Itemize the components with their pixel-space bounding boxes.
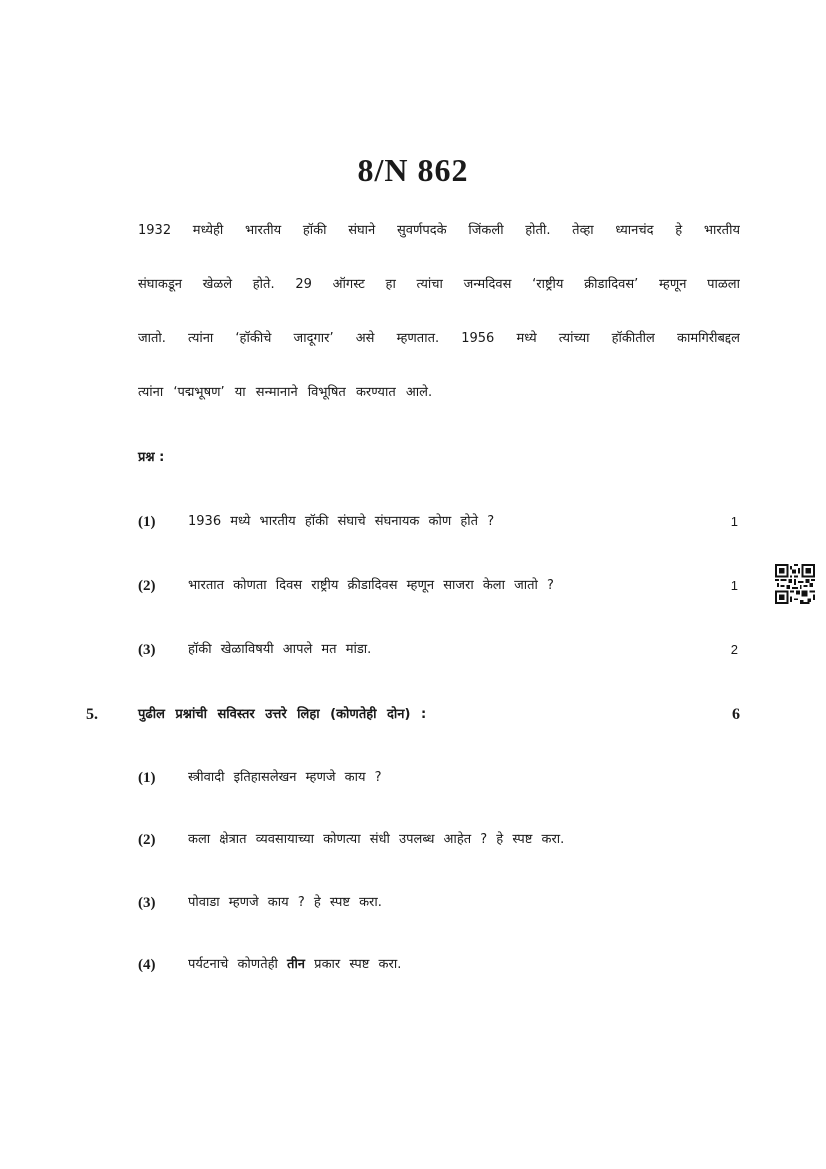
question-marks: 2	[730, 642, 738, 657]
question-text: पोवाडा म्हणजे काय ? हे स्पष्ट करा.	[188, 895, 382, 910]
question-row	[138, 639, 738, 661]
page-code-heading: 8/N 862	[357, 152, 469, 188]
question-text: हॉकी खेळाविषयी आपले मत मांडा.	[188, 642, 372, 657]
question-text: कला क्षेत्रात व्यवसायाच्या कोणत्या संधी उपलब्ध आहेत ? हे स्पष्ट करा.	[188, 832, 565, 847]
passage-line: संघाकडून खेळले होते. 29 ऑगस्ट हा त्यांचा जन्मदिवस ‘राष्ट्रीय क्रीडादिवस’ म्हणून पाळला	[138, 277, 740, 292]
question-row	[138, 954, 738, 976]
question-text-part: प्रकार स्पष्ट करा.	[314, 957, 402, 972]
section-number: 5.	[86, 706, 98, 723]
question-row	[138, 511, 738, 533]
question-row	[138, 767, 738, 789]
question-marks: 1	[730, 578, 738, 593]
question-number: (3)	[138, 895, 156, 911]
question-marks: 1	[730, 514, 738, 529]
question-number: (3)	[138, 642, 156, 658]
qr-code	[775, 564, 815, 604]
question-text: 1936 मध्ये भारतीय हॉकी संघाचे संघनायक कोण होते ?	[188, 514, 495, 529]
question-row	[138, 575, 738, 597]
question-number: (1)	[138, 514, 156, 530]
section-5-heading	[86, 703, 740, 727]
passage-line: 1932 मध्येही भारतीय हॉकी संघाने सुवर्णपदके जिंकली होती. तेव्हा ध्यानचंद हे भारतीय	[138, 223, 740, 238]
questions-label: प्रश्न :	[138, 450, 165, 465]
question-text	[188, 954, 401, 976]
passage-line: जातो. त्यांना ‘हॉकीचे जादूगार’ असे म्हणतात. 1956 मध्ये त्यांच्या हॉकीतील कामगिरीबद्दल	[138, 331, 740, 346]
passage-line: त्यांना ‘पद्मभूषण’ या सन्मानाने विभूषित करण्यात आले.	[138, 385, 433, 400]
section-instruction: पुढील प्रश्नांची सविस्तर उत्तरे लिहा (कोणतेही दोन) :	[138, 707, 427, 722]
question-row	[138, 892, 738, 914]
question-number: (1)	[138, 770, 156, 786]
question-text: स्त्रीवादी इतिहासलेखन म्हणजे काय ?	[188, 770, 382, 785]
question-row	[138, 829, 738, 851]
question-text-part: पर्यटनाचे कोणतेही	[188, 957, 278, 972]
section-marks: 6	[732, 706, 740, 723]
question-number: (4)	[138, 957, 156, 973]
question-text-emphasis: तीन	[287, 957, 306, 972]
question-text: भारतात कोणता दिवस राष्ट्रीय क्रीडादिवस म्हणून साजरा केला जातो ?	[188, 578, 554, 593]
question-number: (2)	[138, 832, 156, 848]
question-number: (2)	[138, 578, 156, 594]
